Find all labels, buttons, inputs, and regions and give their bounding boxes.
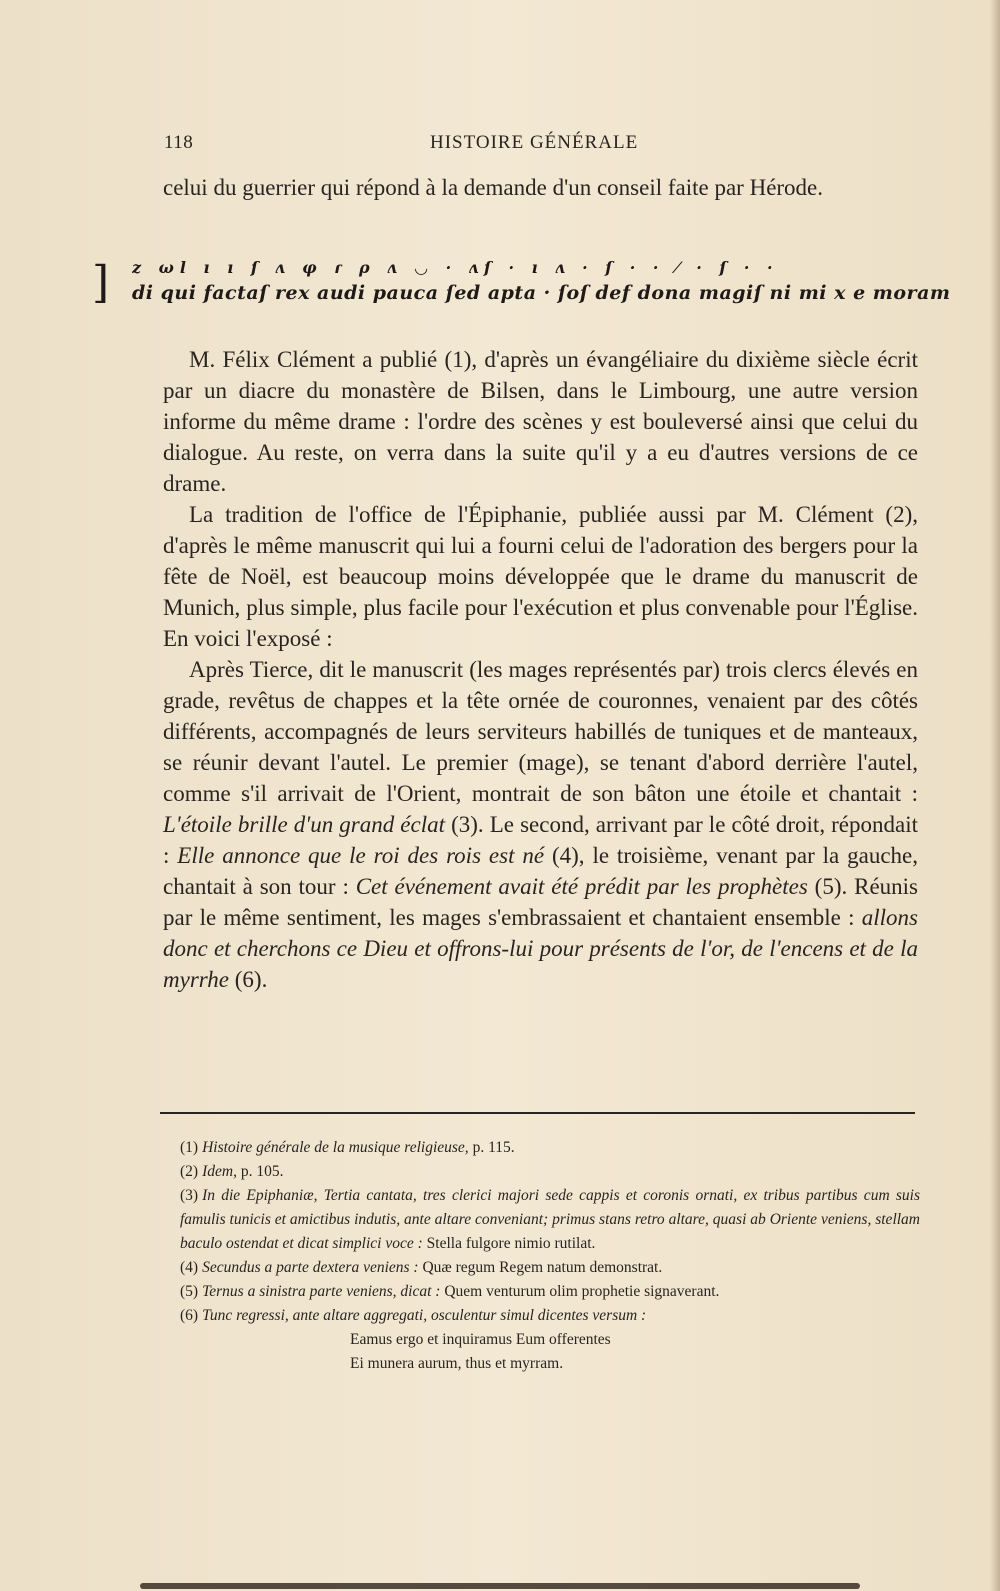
quote-prophets: Cet événement avait été prédit par les prophètes [355, 874, 808, 899]
opening-text: celui du guerrier qui répond à la demande d'un conseil faite par Hérode. [163, 175, 824, 200]
footnote-divider [160, 1112, 915, 1114]
footnote-6: (6) Tunc regressi, ante altare aggregati, osculentur simul dicentes versum : [180, 1307, 647, 1324]
musical-example [92, 258, 972, 328]
neume-notation: z ωl ı ı ſ ʌ φ ɾ ρ ʌ ◡ · ʌſ · ı ʌ · ſ · · ⁄ · ſ · · [132, 258, 779, 277]
page-edge-shadow [990, 0, 1000, 1591]
footnote-1: (1) Histoire générale de la musique religieuse, p. 115. [180, 1139, 515, 1156]
main-body [163, 344, 918, 995]
verse-line-2: Ei munera aurum, thus et myrram. [350, 1355, 564, 1372]
opening-paragraph [163, 172, 918, 203]
footnote-4: (4) Secundus a parte dextera veniens : Quæ regum Regem natum demonstrat. [180, 1259, 663, 1276]
chant-text: di qui factaſ rex audi pauca ſed apta · ſoſ def dona magiſ ni mi x e moram [132, 282, 951, 304]
running-head: HISTOIRE GÉNÉRALE [430, 132, 639, 153]
quote-gifts: allons donc et cherchons ce Dieu et offrons-lui pour présents de l'or, de l'encens et de la myrrhe [163, 905, 918, 992]
page-header [164, 132, 824, 160]
paragraph-office: Après Tierce, dit le manuscrit (les mages représentés par) trois clercs élevés en grade, revêtus de chappes et la tête ornée de couronnes, venaient par des côtés différents, accompagnés de leurs serviteurs habillés de tuniques et de manteaux, se réunir devant l'autel. Le premier (mage), se tenant d'abord derrière l'autel, comme s'il arrivait de l'Orient, montrait de son bâton une étoile et chantait : L'étoile brille d'un grand éclat (3). Le second, arrivant par le côté droit, répondait : Elle annonce que le roi des rois est né (4), le troisième, venant par la gauche, chantait à son tour : Cet événement avait été prédit par les prophètes (5). Réunis par le même sentiment, les mages s'embrassaient et chantaient ensemble : allons donc et cherchons ce Dieu et offrons-lui pour présents de l'or, de l'encens et de la myrrhe (6). [163, 657, 919, 992]
quote-star: L'étoile brille d'un grand éclat [163, 812, 446, 837]
quote-king: Elle annonce que le roi des rois est né [177, 843, 545, 868]
footnote-2: (2) Idem, p. 105. [180, 1163, 284, 1180]
verse-line-1: Eamus ergo et inquiramus Eum offerentes [350, 1331, 611, 1348]
footnotes [180, 1136, 920, 1376]
paragraph-clement: M. Félix Clément a publié (1), d'après un évangéliaire du dixième siècle écrit par un diacre du monastère de Bilsen, dans le Limbourg, une autre version informe du même drame : l'ordre des scènes y est bouleversé ainsi que celui du dialogue. Au reste, on verra dans la suite qu'il y a eu d'autres versions de ce drame. [163, 347, 918, 496]
page-number: 118 [164, 132, 194, 153]
staff-bracket: ] [92, 257, 110, 308]
footnote-3: (3) In die Epiphaniæ, Tertia cantata, tres clerici majori sede cappis et coronis ornati, ex tribus partibus cum suis famulis tunicis et amictibus indutis, ante altare conveniant; primus stans retro altare, quasi ab Oriente veniens, stellam baculo ostendat et dicat simplici voce : Stella fulgore nimio rutilat. [180, 1187, 920, 1252]
page-bottom-edge [140, 1583, 860, 1589]
paragraph-tradition: La tradition de l'office de l'Épiphanie, publiée aussi par M. Clément (2), d'après le même manuscrit qui lui a fourni celui de l'adoration des bergers pour la fête de Noël, est beaucoup moins développée que le drame du manuscrit de Munich, plus simple, plus facile pour l'exécution et plus convenable pour l'Église. En voici l'exposé : [163, 502, 918, 651]
footnote-5: (5) Ternus a sinistra parte veniens, dicat : Quem venturum olim prophetie signaverant. [180, 1283, 720, 1300]
